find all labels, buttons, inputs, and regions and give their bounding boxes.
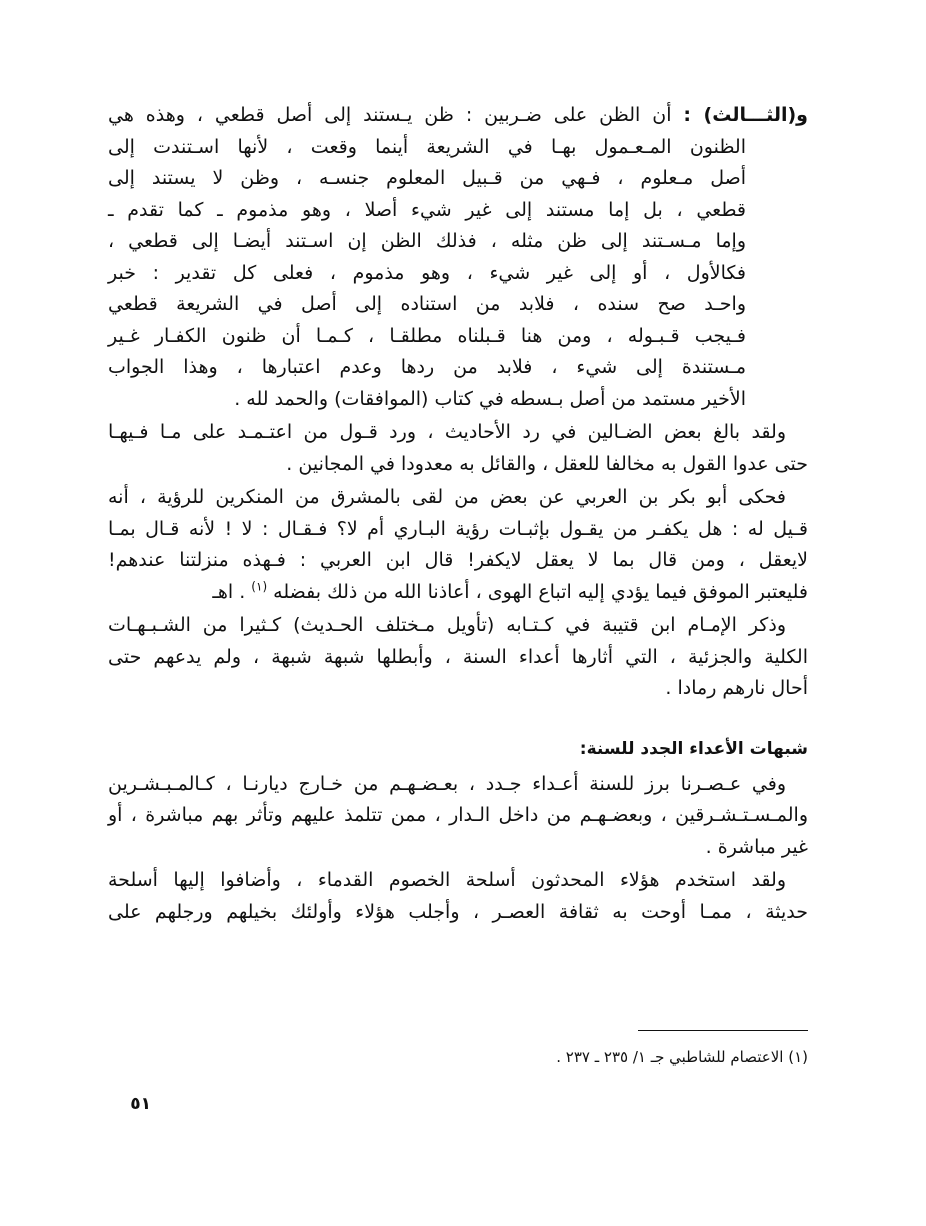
text-span: فليعتبر الموفق فيما يؤدي إليه اتباع الهوى ، أعاذنا الله من ذلك بفضله [273,580,808,603]
text-line: حديثة ، ممـا أوحت به ثقافة العصـر ، وأجلب هؤلاء وأولئك بخيلهم ورجلهم على [108,900,808,923]
text-line: الأخير مستمد من أصل بـسطه في كتاب (الموافقات) والحمد لله . [234,387,746,410]
paragraph-ibn-qutaybah [108,610,808,705]
text-line: وإما مـسـتند إلى ظن مثله ، فذلك الظن إن اسـتند أيضـا إلى قطعي ، [108,230,746,252]
text-line: ولقد بالغ بعض الضـالين في رد الأحاديث ، ورد قـول من اعتـمـد على مـا فـيهـا [108,421,786,443]
paragraph-weapons [108,865,808,928]
text-line: والمـسـتـشـرقين ، وبعضـهـم من داخل الـدار ، ممن تتلمذ عليهم وتأثر بهم مباشرة ، أو [108,804,808,826]
text-line: أصل مـعلوم ، فـهي من قـبيل المعلوم جنسـه ، وظن لا يستند إلى [108,167,746,189]
text-line [108,577,808,609]
paragraph-misguided [108,417,808,480]
text-line: واحـد صح سنده ، فلابد من استناده إلى أصل في الشريعة قطعي [108,293,746,315]
paragraph-new-enemies [108,769,808,864]
section-label: و(الثـــالث) : [683,104,808,126]
text-line: أحال نارهم رمادا . [665,677,808,699]
text-line: حتى عدوا القول به مخالفا للعقل ، والقائل به معدودا في المجانين . [286,452,808,475]
page-body [108,100,808,928]
text-line: الكلية والجزئية ، التي أثارها أعداء السنة ، وأبطلها شبهة شبهة ، ولم يدعهم حتى [108,645,808,668]
text-line: الظنون المـعـمول بهـا في الشريعة أينما وقعت ، لأنها اسـتندت إلى [108,135,746,158]
section-heading: شبهات الأعداء الجدد للسنة: [579,738,808,759]
footnote: (١) الاعتصام للشاطبي جـ ١/ ٢٣٥ ـ ٢٣٧ . [556,1048,808,1066]
paragraph-ibn-arabi [108,482,808,608]
page-number: ٥١ [130,1094,151,1114]
text-line: ولقد استخدم هؤلاء المحدثون أسلحة الخصوم القدماء ، وأضافوا إليها أسلحة [108,869,786,891]
text-line: وفي عـصـرنا برز للسنة أعـداء جـدد ، بعـضـهـم من خـارج ديارنـا ، كـالمـبـشـرين [108,772,786,795]
text-line: وذكر الإمـام ابن قتيبة في كـتـابه (تأويل مـختلف الحـديث) كـثيرا من الشـبـهـات [108,614,786,636]
text-line [108,100,808,132]
text-line: غير مباشرة . [705,835,808,858]
text-span: أن الظن على ضـربين : ظن يـستند إلى أصل قطعي ، وهذه هي [108,104,672,126]
paragraph-third-point [108,100,808,415]
text-line: قـيل له : هل يكفـر من يقـول بإثبـات رؤية البـاري أم لا؟ فـقـال : لا ! لأنه قـال بمـا [108,517,808,540]
text-line: قطعي ، بل إما مستند إلى غير شيء أصلا ، وهو مذموم ـ كما تقدم ـ [108,198,746,221]
text-line: مـستندة إلى شيء ، فلابد من ردها وعدم اعتبارها ، وهذا الجواب [108,356,746,378]
text-line: لايعقل ، ومن قال بما لا يعقل لايكفر! قال ابن العربي : فـهذه منزلتنا عندهم! [108,549,808,571]
text-line: فـيجب قـبـوله ، ومن هنا قـبلناه مطلقـا ، كـمـا أن ظنون الكفـار غـير [108,324,746,347]
footnote-marker: (١) [251,579,268,594]
footnote-divider [638,1030,808,1031]
text-line: فحكى أبو بكر بن العربي عن بعض من لقى بالمشرق من المنكرين للرؤية ، أنه [108,486,786,508]
text-line: فكالأول ، أو إلى غير شيء ، وهو مذموم ، فعلى كل تقدير : خبر [108,261,746,284]
text-span: . اهـ [212,580,252,603]
